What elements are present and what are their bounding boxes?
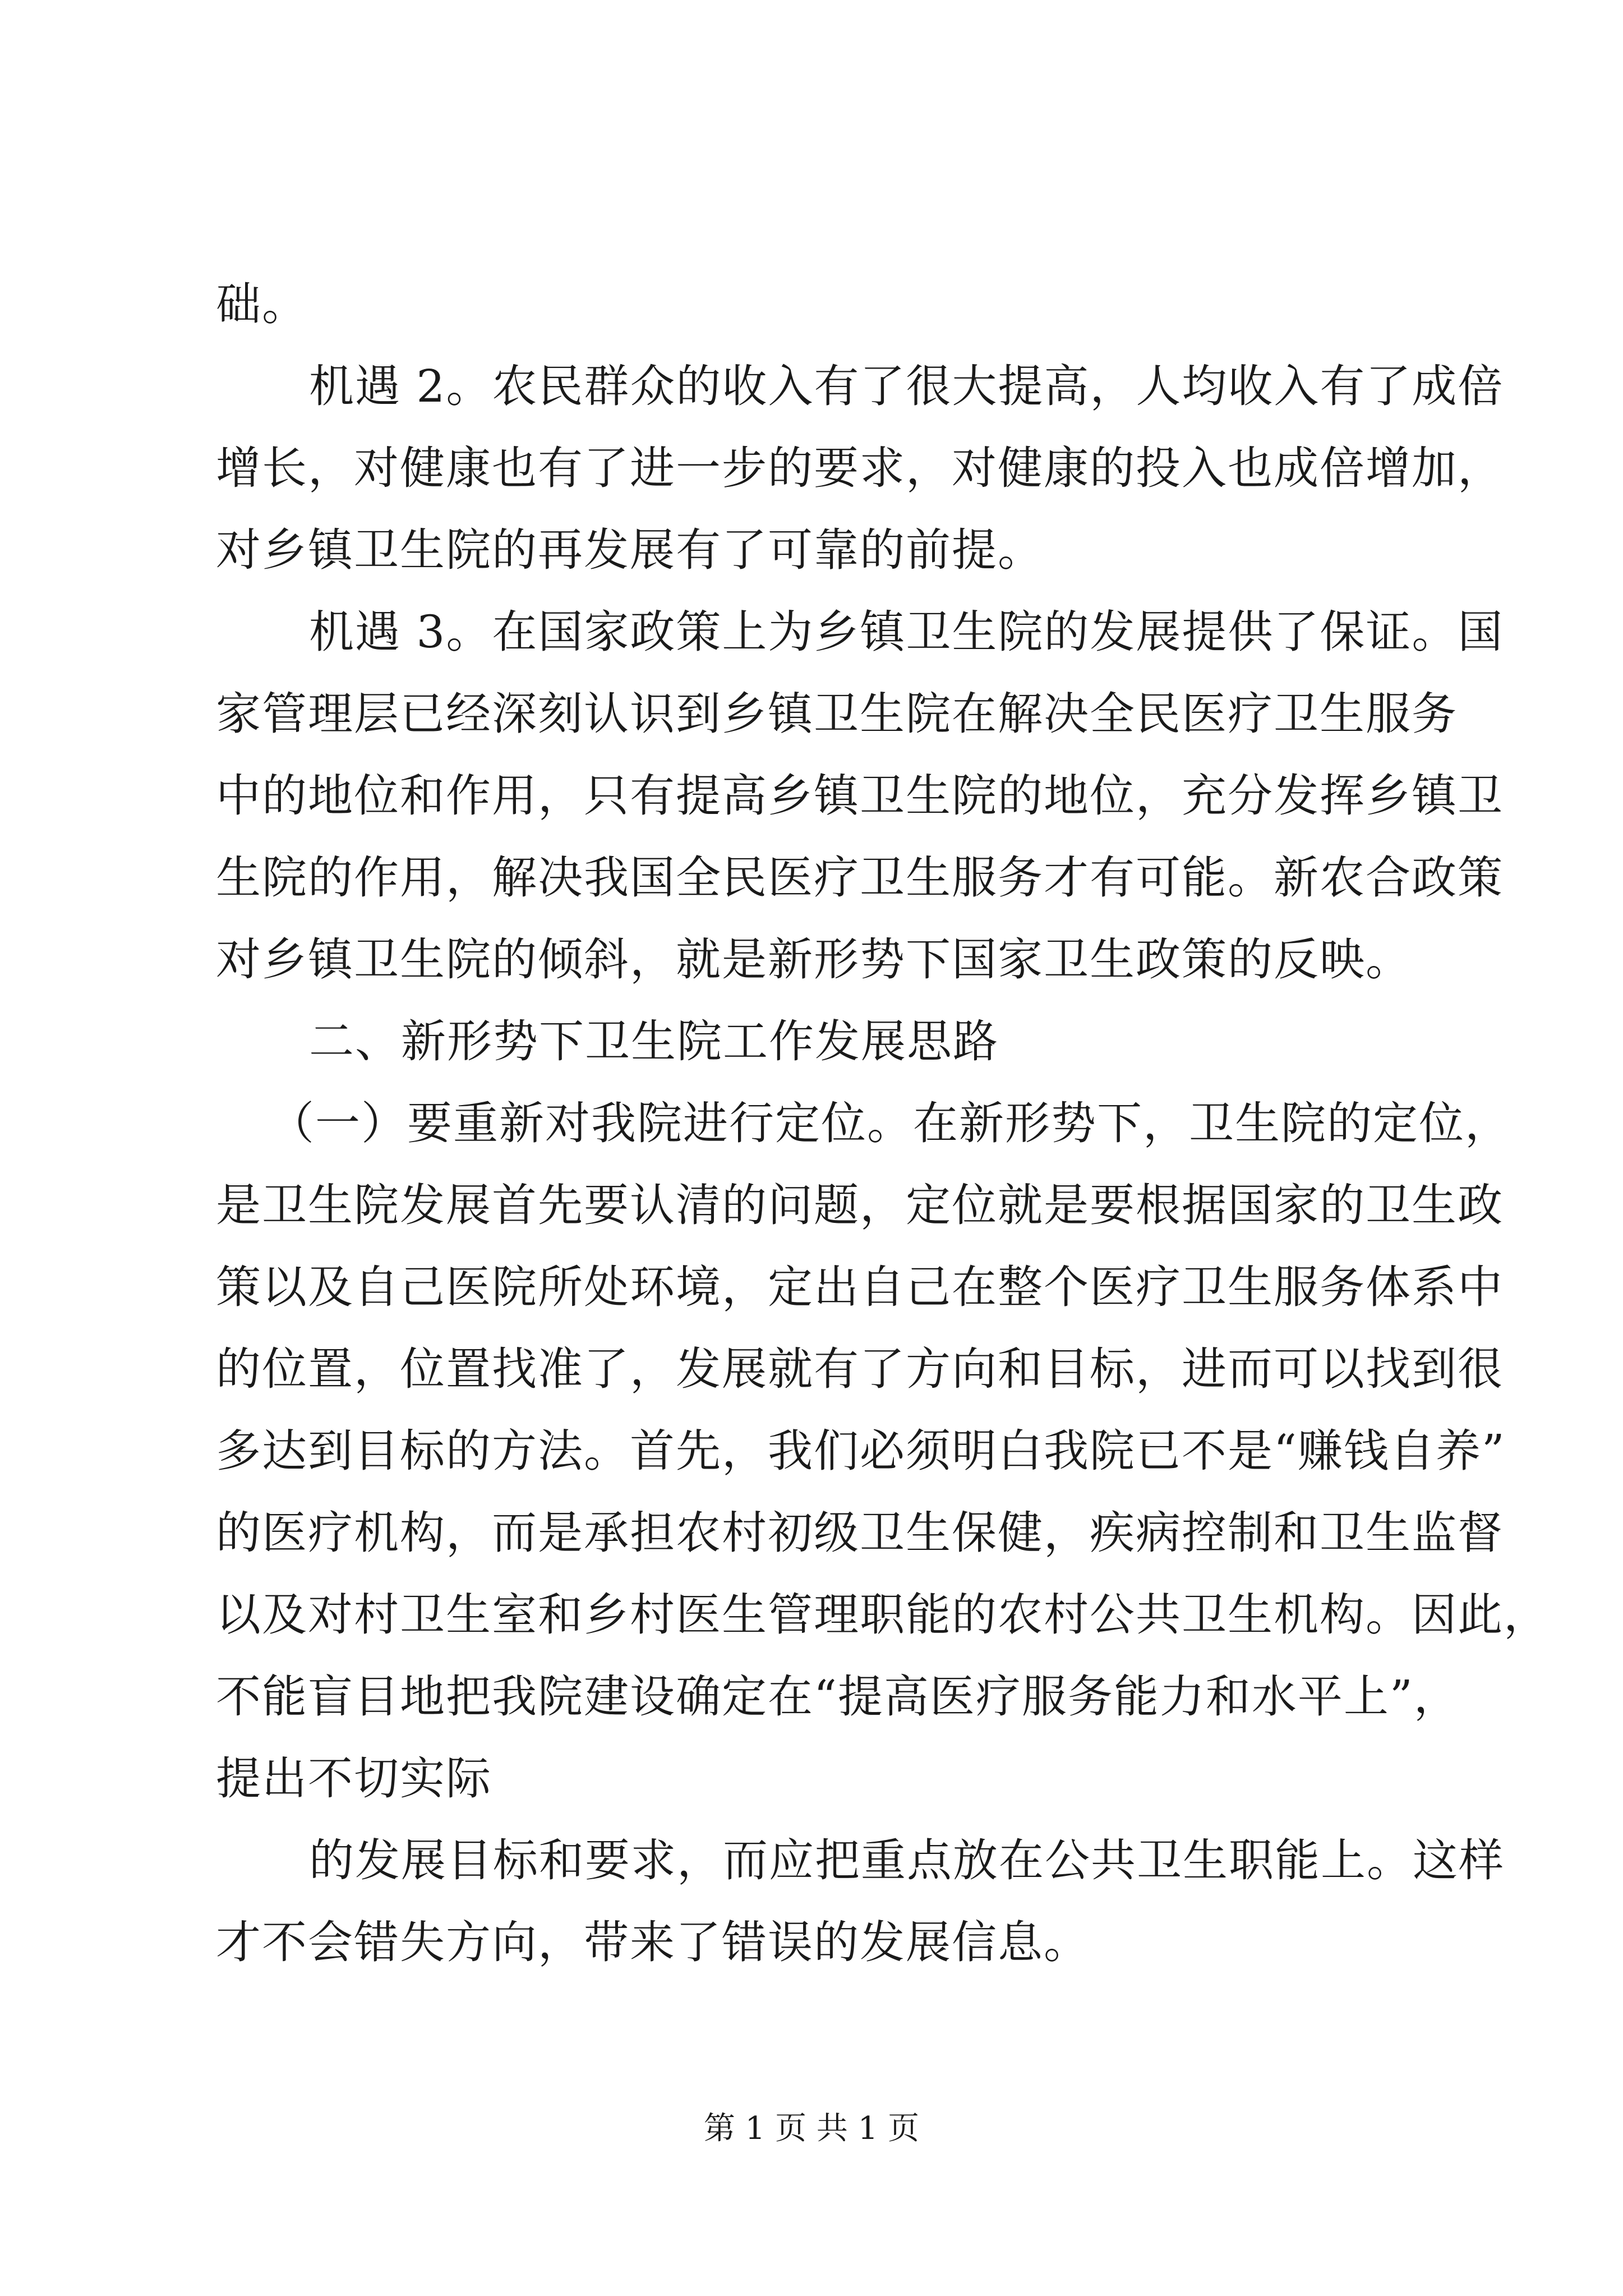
text-line: 不能盲目地把我院建设确定在“提高医疗服务能力和水平上”， bbox=[216, 1671, 1460, 1723]
text-line: 生院的作用，解决我国全民医疗卫生服务才有可能。新农合政策 bbox=[216, 852, 1504, 904]
text-line: 对乡镇卫生院的倾斜，就是新形势下国家卫生政策的反映。 bbox=[216, 933, 1412, 986]
text-line: 的发展目标和要求，而应把重点放在公共卫生职能上。这样 bbox=[309, 1834, 1505, 1887]
text-line: 是卫生院发展首先要认清的问题，定位就是要根据国家的卫生政 bbox=[216, 1179, 1504, 1231]
text-line: 机遇 2。农民群众的收入有了很大提高，人均收入有了成倍 bbox=[309, 360, 1504, 412]
text-line: 础。 bbox=[216, 278, 308, 330]
text-line: 对乡镇卫生院的再发展有了可靠的前提。 bbox=[216, 524, 1044, 576]
text-line: 才不会错失方向，带来了错误的发展信息。 bbox=[216, 1916, 1090, 1968]
document-body bbox=[216, 264, 1550, 1984]
page-footer: 第 1 页 共 1 页 bbox=[703, 2110, 920, 2147]
text-line: 策以及自己医院所处环境，定出自己在整个医疗卫生服务体系中 bbox=[216, 1261, 1504, 1313]
text-line: 多达到目标的方法。首先，我们必须明白我院已不是“赚钱自养” bbox=[216, 1425, 1506, 1477]
text-line: （一）要重新对我院进行定位。在新形势下，卫生院的定位， bbox=[269, 1097, 1511, 1149]
text-line: 提出不切实际 bbox=[216, 1752, 492, 1805]
text-line: 的医疗机构，而是承担农村初级卫生保健，疾病控制和卫生监督 bbox=[216, 1507, 1504, 1559]
text-line: 的位置，位置找准了，发展就有了方向和目标，进而可以找到很 bbox=[216, 1343, 1504, 1395]
text-line: 以及对村卫生室和乡村医生管理职能的农村公共卫生机构。因此， bbox=[216, 1589, 1550, 1641]
text-line: 机遇 3。在国家政策上为乡镇卫生院的发展提供了保证。国 bbox=[309, 606, 1504, 658]
section-heading: 二、新形势下卫生院工作发展思路 bbox=[309, 1015, 999, 1068]
text-line: 中的地位和作用，只有提高乡镇卫生院的地位，充分发挥乡镇卫 bbox=[216, 770, 1504, 822]
text-line: 家管理层已经深刻认识到乡镇卫生院在解决全民医疗卫生服务 bbox=[216, 688, 1458, 740]
text-line: 增长，对健康也有了进一步的要求，对健康的投入也成倍增加， bbox=[216, 442, 1504, 494]
